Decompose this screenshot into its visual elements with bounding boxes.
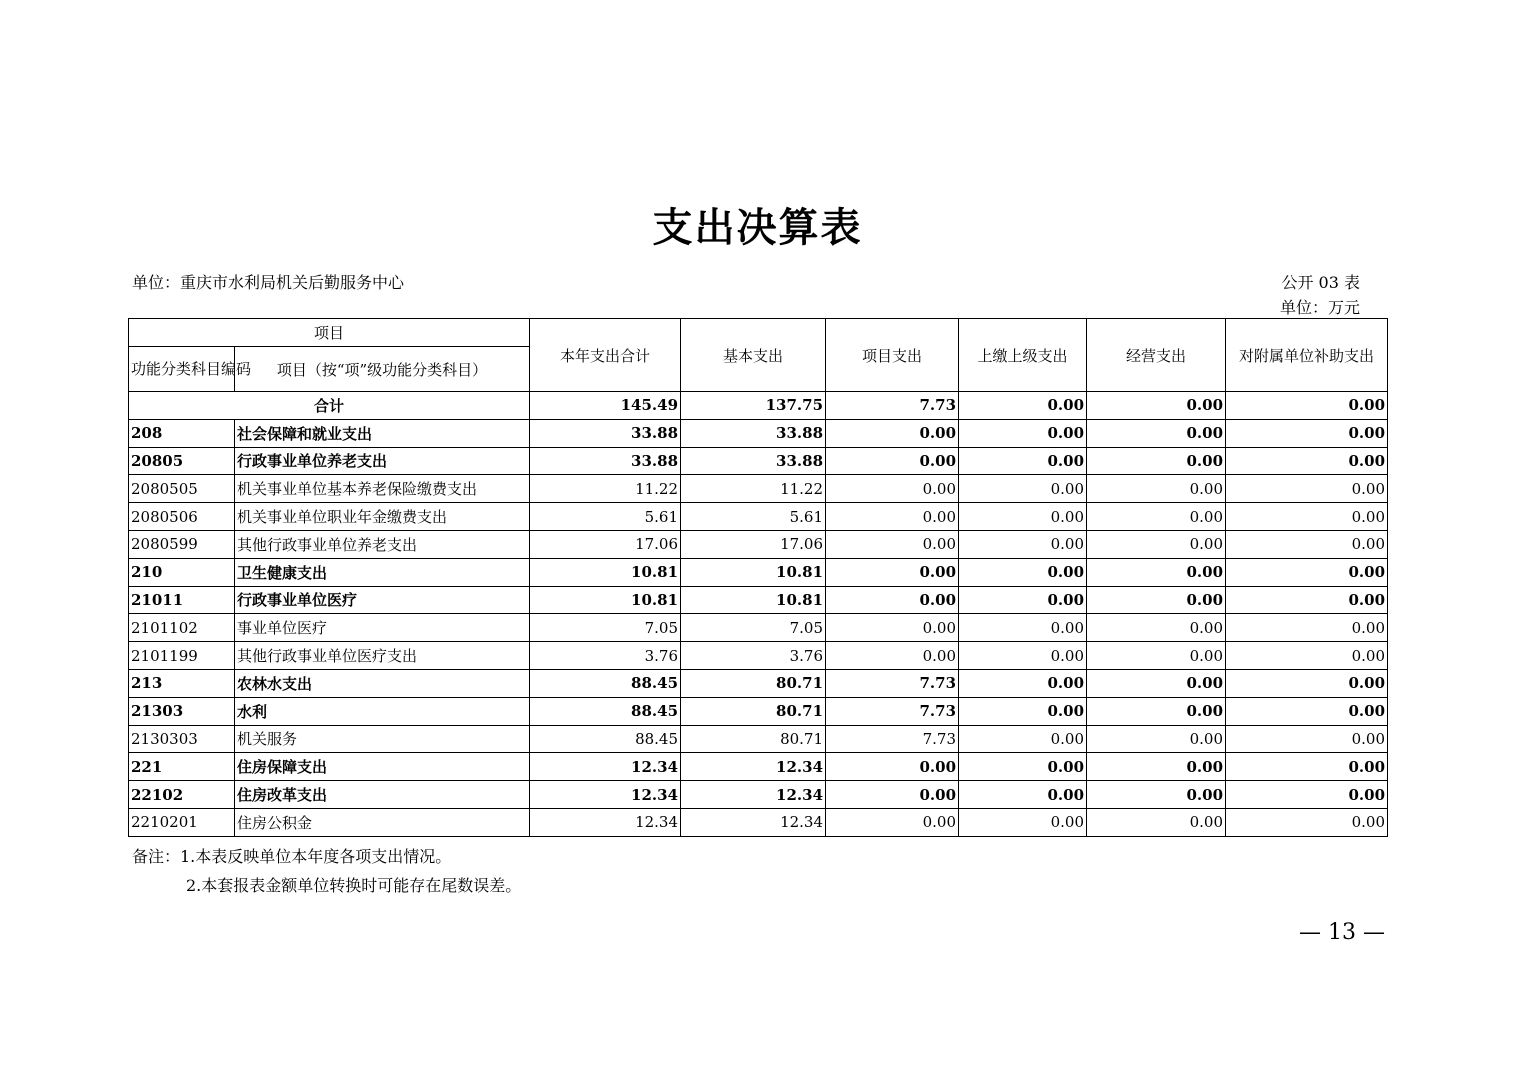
total-value: 0.00 [1087, 392, 1226, 420]
row-value: 0.00 [959, 586, 1087, 614]
row-value: 0.00 [1087, 475, 1226, 503]
row-value: 0.00 [1087, 614, 1226, 642]
row-value: 0.00 [1087, 503, 1226, 531]
row-value: 0.00 [959, 475, 1087, 503]
row-value: 0.00 [1226, 753, 1388, 781]
page-number: — 13 — [1299, 920, 1385, 945]
total-row [129, 392, 1388, 420]
row-value: 7.73 [826, 669, 959, 697]
row-value: 0.00 [959, 642, 1087, 670]
row-code: 2080599 [129, 530, 235, 558]
row-value: 0.00 [1087, 447, 1226, 475]
table-row [129, 475, 1388, 503]
row-name: 行政事业单位医疗 [235, 586, 530, 614]
row-value: 0.00 [959, 669, 1087, 697]
row-value: 17.06 [681, 530, 826, 558]
row-value: 33.88 [681, 447, 826, 475]
row-value: 0.00 [959, 614, 1087, 642]
row-code: 221 [129, 753, 235, 781]
row-value: 0.00 [1087, 753, 1226, 781]
table-row [129, 669, 1388, 697]
row-value: 0.00 [1087, 725, 1226, 753]
row-value: 0.00 [1226, 781, 1388, 809]
row-value: 10.81 [530, 586, 681, 614]
row-value: 12.34 [530, 808, 681, 836]
row-value: 80.71 [681, 697, 826, 725]
row-value: 5.61 [530, 503, 681, 531]
row-value: 0.00 [1226, 447, 1388, 475]
row-value: 17.06 [530, 530, 681, 558]
header-project: 项目 [129, 319, 530, 347]
note-2: 2.本套报表金额单位转换时可能存在尾数误差。 [186, 876, 522, 895]
row-code: 21303 [129, 697, 235, 725]
total-value: 137.75 [681, 392, 826, 420]
row-value: 12.34 [681, 753, 826, 781]
row-value: 3.76 [681, 642, 826, 670]
row-value: 0.00 [1226, 475, 1388, 503]
row-value: 12.34 [530, 753, 681, 781]
table-row [129, 558, 1388, 586]
row-value: 0.00 [1226, 808, 1388, 836]
row-value: 0.00 [1087, 781, 1226, 809]
row-code: 22102 [129, 781, 235, 809]
row-value: 0.00 [1226, 558, 1388, 586]
expenditure-table [128, 318, 1388, 837]
header-code: 功能分类科目编码 [129, 347, 235, 392]
table-row [129, 419, 1388, 447]
note-1: 备注：1.本表反映单位本年度各项支出情况。 [132, 847, 452, 866]
row-value: 88.45 [530, 697, 681, 725]
row-code: 20805 [129, 447, 235, 475]
table-row [129, 808, 1388, 836]
row-name: 社会保障和就业支出 [235, 419, 530, 447]
table-row [129, 725, 1388, 753]
row-value: 88.45 [530, 725, 681, 753]
row-code: 208 [129, 419, 235, 447]
row-value: 0.00 [1087, 419, 1226, 447]
row-value: 0.00 [826, 530, 959, 558]
row-name: 住房改革支出 [235, 781, 530, 809]
row-value: 0.00 [1226, 669, 1388, 697]
row-value: 88.45 [530, 669, 681, 697]
row-value: 33.88 [530, 419, 681, 447]
row-value: 0.00 [1226, 614, 1388, 642]
row-value: 0.00 [826, 503, 959, 531]
row-value: 0.00 [1087, 558, 1226, 586]
row-value: 0.00 [1226, 725, 1388, 753]
row-code: 21011 [129, 586, 235, 614]
row-value: 0.00 [959, 419, 1087, 447]
row-value: 0.00 [959, 753, 1087, 781]
row-value: 10.81 [681, 558, 826, 586]
row-value: 0.00 [1226, 586, 1388, 614]
row-value: 0.00 [826, 419, 959, 447]
total-value: 145.49 [530, 392, 681, 420]
row-name: 行政事业单位养老支出 [235, 447, 530, 475]
row-value: 0.00 [826, 475, 959, 503]
row-value: 33.88 [681, 419, 826, 447]
currency-unit: 单位：万元 [1279, 298, 1360, 317]
table-row [129, 697, 1388, 725]
header-upper: 上缴上级支出 [959, 319, 1087, 392]
row-value: 7.73 [826, 725, 959, 753]
row-name: 卫生健康支出 [235, 558, 530, 586]
row-value: 0.00 [1226, 503, 1388, 531]
total-label: 合计 [129, 392, 530, 420]
header-basic: 基本支出 [681, 319, 826, 392]
row-name: 水利 [235, 697, 530, 725]
table-row [129, 530, 1388, 558]
row-value: 0.00 [959, 808, 1087, 836]
table-row [129, 503, 1388, 531]
total-value: 7.73 [826, 392, 959, 420]
row-value: 11.22 [681, 475, 826, 503]
row-value: 10.81 [530, 558, 681, 586]
row-name: 农林水支出 [235, 669, 530, 697]
row-name: 事业单位医疗 [235, 614, 530, 642]
row-value: 11.22 [530, 475, 681, 503]
row-code: 2101199 [129, 642, 235, 670]
table-row [129, 781, 1388, 809]
row-value: 0.00 [826, 558, 959, 586]
table-row [129, 447, 1388, 475]
row-value: 12.34 [681, 781, 826, 809]
table-row [129, 614, 1388, 642]
row-value: 0.00 [1087, 586, 1226, 614]
row-code: 2101102 [129, 614, 235, 642]
row-value: 0.00 [1087, 642, 1226, 670]
row-value: 0.00 [826, 808, 959, 836]
row-value: 10.81 [681, 586, 826, 614]
row-value: 7.73 [826, 697, 959, 725]
row-value: 0.00 [959, 697, 1087, 725]
row-value: 7.05 [681, 614, 826, 642]
row-value: 0.00 [826, 781, 959, 809]
table-row [129, 753, 1388, 781]
row-value: 0.00 [826, 586, 959, 614]
reporting-unit: 单位：重庆市水利局机关后勤服务中心 [132, 273, 405, 292]
row-value: 0.00 [1087, 669, 1226, 697]
row-value: 0.00 [959, 558, 1087, 586]
row-code: 213 [129, 669, 235, 697]
header-subsidy: 对附属单位补助支出 [1226, 319, 1388, 392]
table-row [129, 586, 1388, 614]
row-value: 0.00 [959, 530, 1087, 558]
row-code: 2080506 [129, 503, 235, 531]
row-value: 5.61 [681, 503, 826, 531]
row-value: 7.05 [530, 614, 681, 642]
row-value: 0.00 [826, 753, 959, 781]
row-value: 0.00 [1226, 642, 1388, 670]
row-code: 2130303 [129, 725, 235, 753]
row-value: 12.34 [681, 808, 826, 836]
total-value: 0.00 [959, 392, 1087, 420]
row-value: 0.00 [1226, 697, 1388, 725]
row-code: 2080505 [129, 475, 235, 503]
row-value: 3.76 [530, 642, 681, 670]
row-value: 0.00 [959, 725, 1087, 753]
header-name: 项目（按“项”级功能分类科目） [235, 347, 530, 392]
row-code: 210 [129, 558, 235, 586]
row-value: 80.71 [681, 669, 826, 697]
row-value: 0.00 [959, 781, 1087, 809]
row-name: 机关事业单位基本养老保险缴费支出 [235, 475, 530, 503]
row-name: 住房公积金 [235, 808, 530, 836]
row-value: 0.00 [1226, 419, 1388, 447]
row-name: 机关服务 [235, 725, 530, 753]
row-value: 0.00 [1226, 530, 1388, 558]
form-number: 公开 03 表 [1281, 273, 1360, 292]
header-project-expense: 项目支出 [826, 319, 959, 392]
row-name: 其他行政事业单位医疗支出 [235, 642, 530, 670]
row-name: 住房保障支出 [235, 753, 530, 781]
row-value: 0.00 [826, 642, 959, 670]
row-value: 0.00 [826, 447, 959, 475]
header-total: 本年支出合计 [530, 319, 681, 392]
row-value: 12.34 [530, 781, 681, 809]
row-value: 0.00 [1087, 530, 1226, 558]
row-value: 0.00 [1087, 697, 1226, 725]
header-business: 经营支出 [1087, 319, 1226, 392]
page-title: 支出决算表 [652, 204, 863, 251]
row-value: 80.71 [681, 725, 826, 753]
row-value: 0.00 [959, 503, 1087, 531]
total-value: 0.00 [1226, 392, 1388, 420]
row-value: 0.00 [1087, 808, 1226, 836]
row-value: 0.00 [826, 614, 959, 642]
row-value: 33.88 [530, 447, 681, 475]
row-name: 其他行政事业单位养老支出 [235, 530, 530, 558]
table-row [129, 642, 1388, 670]
row-code: 2210201 [129, 808, 235, 836]
row-value: 0.00 [959, 447, 1087, 475]
row-name: 机关事业单位职业年金缴费支出 [235, 503, 530, 531]
